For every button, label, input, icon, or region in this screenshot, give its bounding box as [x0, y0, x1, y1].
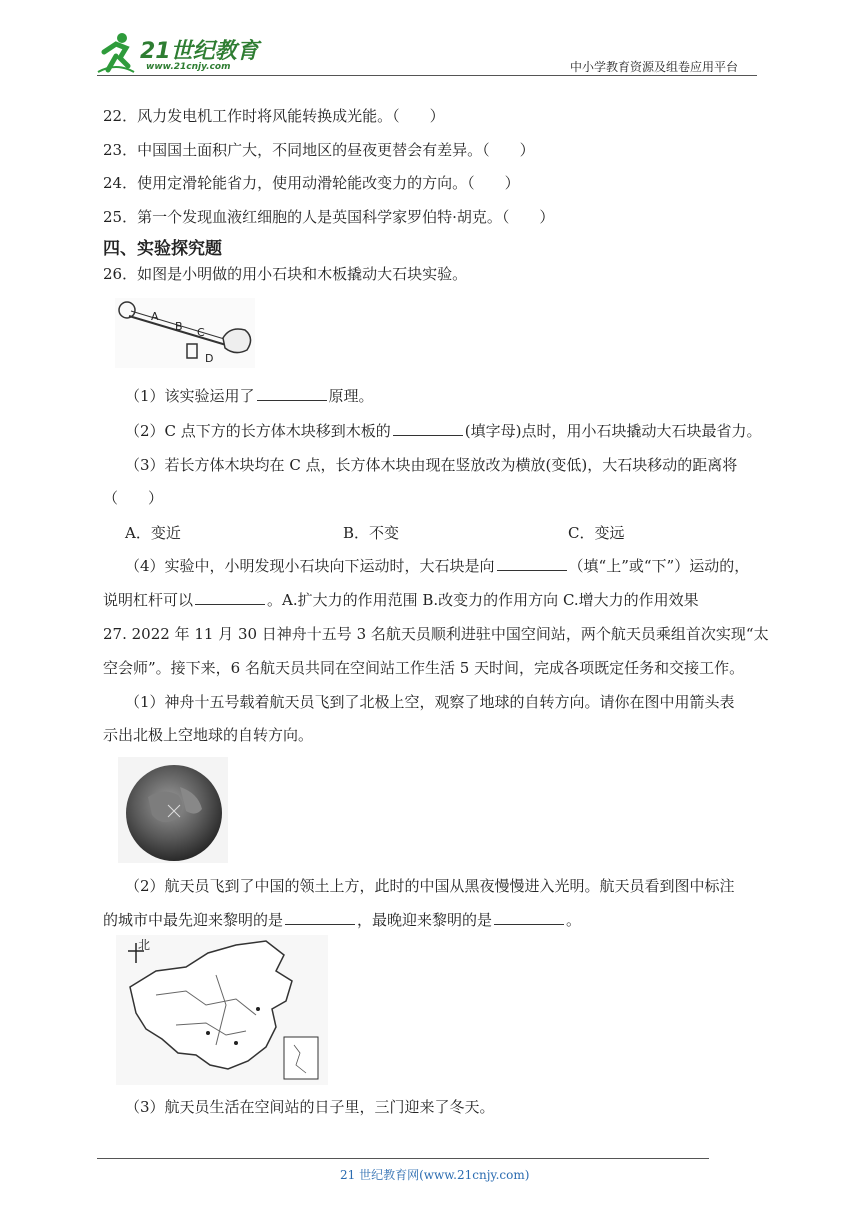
question-27-part3: （3）航天员生活在空间站的日子里，三门迎来了冬天。	[125, 1098, 495, 1116]
question-27-part2-cont	[103, 910, 581, 930]
question-26-part3-bracket: （ ）	[103, 489, 164, 507]
option-b[interactable]: B．不变	[343, 524, 400, 542]
question-26-part4	[125, 556, 749, 576]
q26-p1-text-a: （1）该实验运用了	[125, 387, 255, 405]
q27-p2-text-b: 的城市中最先迎来黎明的是	[103, 911, 284, 929]
section-title: 四、实验探究题	[103, 239, 222, 259]
question-26-stem: 26．如图是小明做的用小石块和木板撬动大石块实验。	[103, 265, 468, 283]
q26-p4-blank-1[interactable]	[497, 556, 567, 571]
logo-text: 21世纪教育	[140, 39, 259, 64]
logo-url: www.21cnjy.com	[146, 62, 231, 72]
header-rule	[97, 75, 757, 76]
question-22: 22．风力发电机工作时将风能转换成光能。（ ）	[103, 107, 445, 125]
logo	[96, 32, 266, 76]
logo-runner-icon	[96, 32, 136, 74]
lever-figure	[115, 298, 255, 368]
china-map-figure	[116, 935, 328, 1085]
question-26-part1	[125, 386, 374, 406]
question-26-part2	[125, 421, 762, 441]
lever-label-a: A	[151, 310, 159, 323]
question-27-part1-cont: 示出北极上空地球的自转方向。	[103, 726, 314, 744]
question-26-part4-cont	[103, 590, 699, 610]
q26-p1-text-b: 原理。	[328, 387, 374, 405]
q26-p4-text-a: （4）实验中，小明发现小石块向下运动时，大石块是向	[125, 557, 495, 575]
option-c[interactable]: C．变远	[568, 524, 625, 542]
header-platform-text: 中小学教育资源及组卷应用平台	[570, 60, 739, 74]
question-23: 23．中国国土面积广大，不同地区的昼夜更替会有差异。（ ）	[103, 141, 535, 159]
q27-p2-text-c: ，最晚迎来黎明的是	[357, 911, 493, 929]
q26-p2-blank[interactable]	[393, 421, 463, 436]
q26-p2-text-a: （2）C 点下方的长方体木块移到木板的	[125, 422, 391, 440]
footer-rule	[97, 1158, 709, 1159]
q26-p4-text-b: （填“上”或“下”）运动的，	[568, 557, 750, 575]
lever-label-b: B	[175, 320, 183, 333]
question-25: 25．第一个发现血液红细胞的人是英国科学家罗伯特·胡克。（ ）	[103, 208, 555, 226]
q26-p4-text-d: 。A.扩大力的作用范围 B.改变力的作用方向 C.增大力的作用效果	[267, 591, 699, 609]
q27-p2-blank-1[interactable]	[285, 910, 355, 925]
earth-north-pole-figure[interactable]	[118, 757, 228, 863]
question-27-part1: （1）神舟十五号载着航天员飞到了北极上空，观察了地球的自转方向。请你在图中用箭头表	[125, 693, 735, 711]
lever-label-c: C	[197, 326, 205, 339]
q26-p1-blank[interactable]	[257, 386, 327, 401]
option-a[interactable]: A．变近	[125, 524, 181, 542]
lever-label-d: D	[205, 352, 214, 365]
footer-text: 21 世纪教育网(www.21cnjy.com)	[340, 1168, 530, 1182]
question-26-part3: （3）若长方体木块均在 C 点，长方体木块由现在竖放改为横放(变低)，大石块移动的距离将	[125, 456, 738, 474]
q26-p4-text-c: 说明杠杆可以	[103, 591, 194, 609]
question-24: 24．使用定滑轮能省力，使用动滑轮能改变力的方向。（ ）	[103, 174, 520, 192]
q26-p4-blank-2[interactable]	[195, 590, 265, 605]
question-27-stem-2: 空会师”。接下来，6 名航天员共同在空间站工作生活 5 天时间，完成各项既定任务和交接工作。	[103, 659, 745, 677]
q27-p2-blank-2[interactable]	[494, 910, 564, 925]
q27-p2-text-d: 。	[566, 911, 582, 929]
map-north-label: 北	[138, 938, 151, 952]
question-27-part2: （2）航天员飞到了中国的领土上方，此时的中国从黑夜慢慢进入光明。航天员看到图中标注	[125, 877, 735, 895]
question-27-stem-1: 27. 2022 年 11 月 30 日神舟十五号 3 名航天员顺利进驻中国空间站，两个航天员乘组首次实现“太	[103, 625, 769, 643]
q26-p2-text-b: (填字母)点时，用小石块撬动大石块最省力。	[464, 422, 762, 440]
